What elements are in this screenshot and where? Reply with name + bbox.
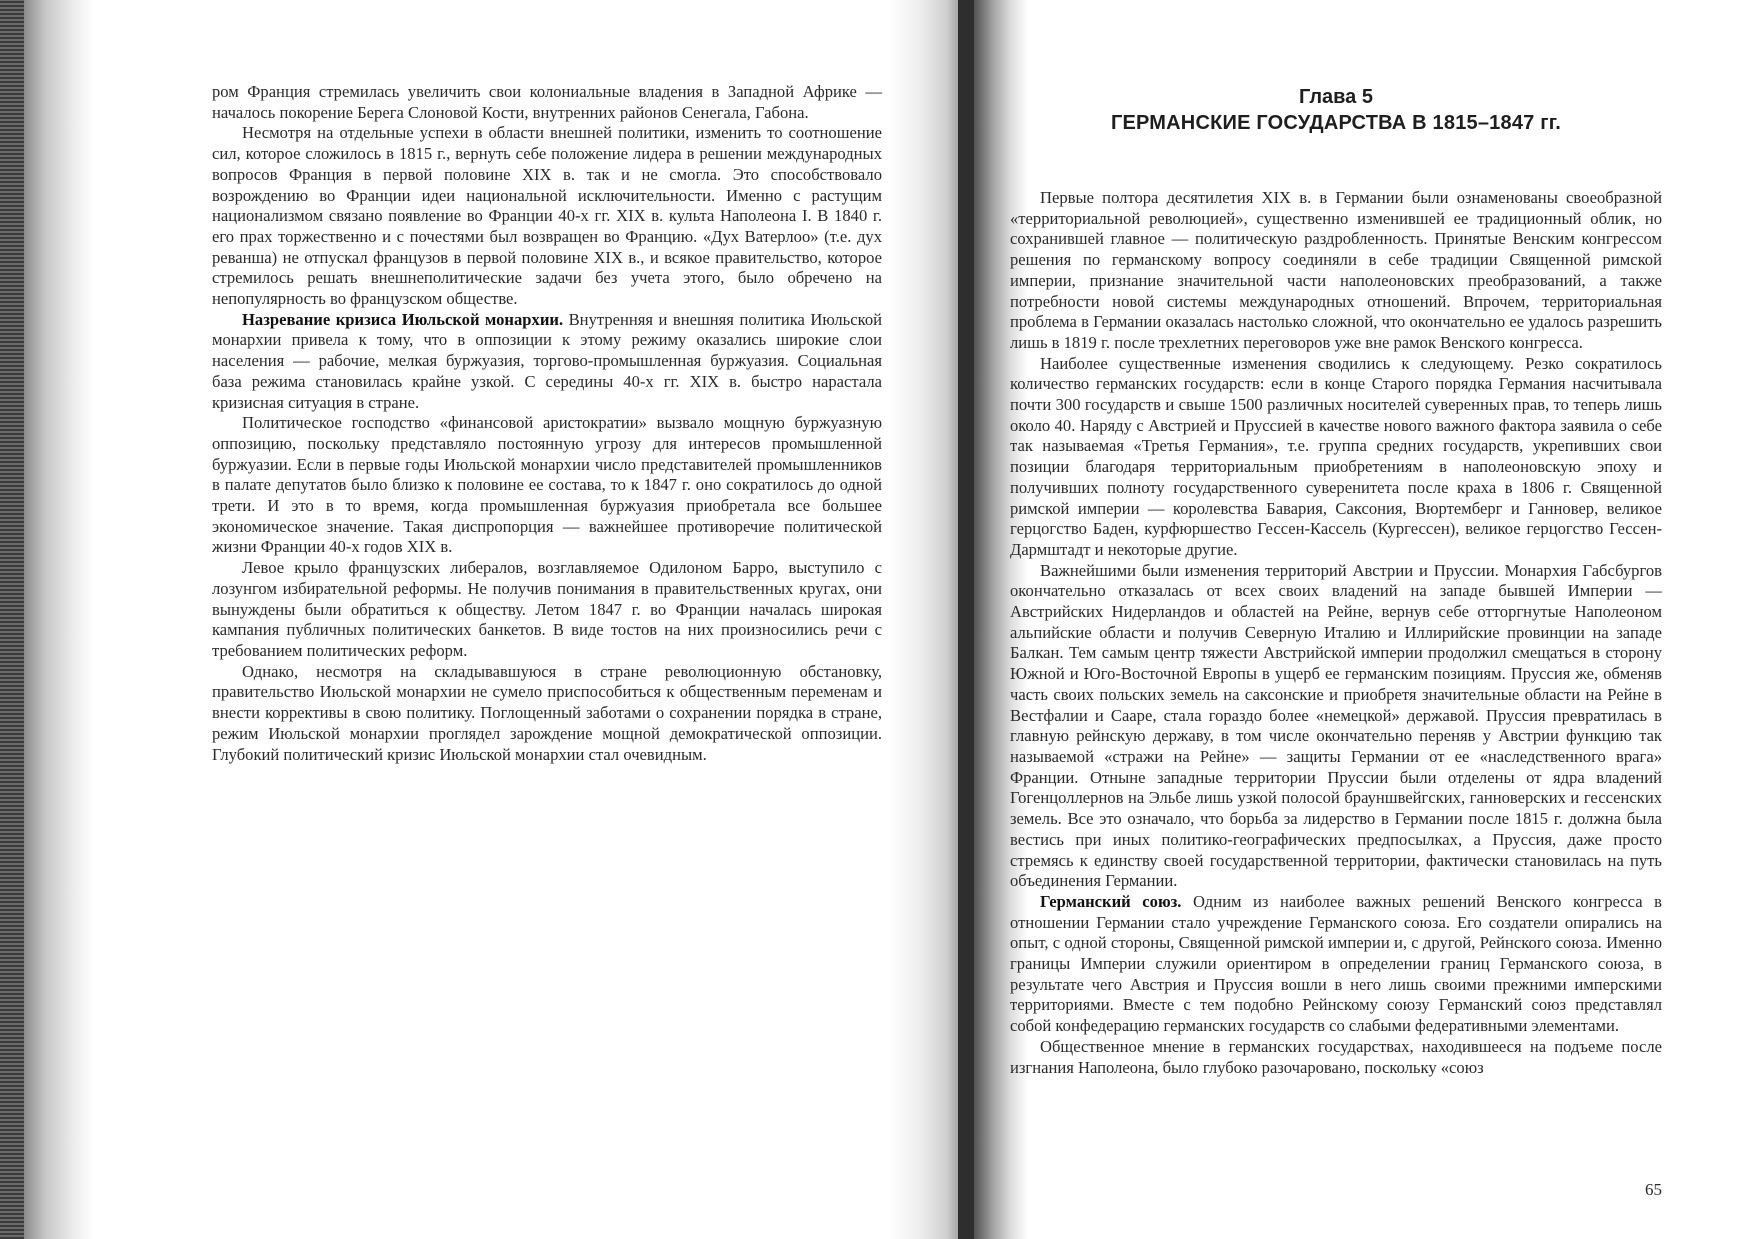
section-heading: Германский союз. bbox=[1040, 891, 1182, 911]
section-heading: Назревание кризиса Июльской монархии. bbox=[242, 309, 564, 329]
paragraph bbox=[212, 310, 882, 414]
paragraph: Первые полтора десятилетия XIX в. в Германии были ознаменованы своеобразной «территориальной революцией», существенно изменившей ее традиционный облик, но сохранившей главное — политическую раздробленность. Принятые Венским конгрессом решения по германскому вопросу соединяли в себе традиции Священной римской империи, признание значительной части наполеоновских преобразований, а также потребности новой системы международных отношений. Впрочем, территориальная проблема в Германии оказалась настолько сложной, что окончательно ее удалось разрешить лишь в 1819 г. после трехлетних переговоров уже вне рамок Венского конгресса. bbox=[1010, 188, 1662, 352]
page-shadow-left bbox=[24, 0, 94, 1239]
book-edge-left bbox=[0, 0, 24, 1239]
paragraph: Общественное мнение в германских государствах, находившееся на подъеме после изгнания Наполеона, было глубоко разочаровано, поскольку «союз bbox=[1010, 1036, 1662, 1077]
book-spine-shadow bbox=[958, 0, 974, 1239]
paragraph: ром Франция стремилась увеличить свои колониальные владения в Западной Африке — началось покорение Берега Слоновой Кости, внутренних районов Сенегала, Габона. bbox=[212, 82, 882, 122]
left-page-text bbox=[212, 82, 882, 765]
chapter-number: Глава 5 bbox=[1298, 86, 1373, 108]
page-number: 65 bbox=[1645, 1180, 1662, 1199]
paragraph: Важнейшими были изменения территорий Австрии и Пруссии. Монархия Габсбургов окончательно отказалась от всех своих владений на западе бывшей Империи — Австрийских Нидерландов и областей на Рейне, вернув себе отторгнутые Наполеоном альпийские области и получив Северную Италию и Иллирийские провинции на западе Балкан. Тем самым центр тяжести Австрийской империи продолжил смещаться в сторону Южной и Юго-Восточной Европы в ущерб ее германским позициям. Пруссия же, обменяв часть своих польских земель на саксонские и приобретя значительные области на Рейне в Вестфалии и Сааре, стала гораздо более «немецкой» державой. Пруссия превратилась в главную рейнскую державу, в том числе окончательно переняв у Австрии функцию так называемой «стражи на Рейне» — защиты Германии от ее «наследственного врага» Франции. Отныне западные территории Пруссии были отделены от ядра владений Гогенцоллернов на Эльбе лишь узкой полосой брауншвейгских, ганноверских и гессенских земель. Все это означало, что борьба за лидерство в Германии после 1815 г. должна была вестись при иных политико-географических предпосылках, а Пруссия, даже просто стремясь к единству своей государственной территории, фактически становилась на путь объединения Германии. bbox=[1010, 560, 1662, 891]
paragraph: Однако, несмотря на складывавшуюся в стране революционную обстановку, правительство Июльской монархии не сумело приспособиться к общественным переменам и внести коррективы в свою политику. Поглощенный заботами о сохранении порядка в стране, режим Июльской монархии проглядел зарождение мощной демократической оппозиции. Глубокий политический кризис Июльской монархии стал очевидным. bbox=[212, 661, 882, 764]
paragraph: Политическое господство «финансовой аристократии» вызвало мощную буржуазную оппозицию, поскольку представляло постоянную угрозу для интересов промышленной буржуазии. Если в первые годы Июльской монархии число представителей промышленников в палате депутатов было близко к половине ее состава, то к 1847 г. оно сократилось до одной трети. И это в то время, когда промышленная буржуазия приобретала все большее экономическое значение. Такая диспропорция — важнейшее противоречие политической жизни Франции 40-х годов XIX в. bbox=[212, 413, 882, 557]
chapter-title: ГЕРМАНСКИЕ ГОСУДАРСТВА В 1815–1847 гг. bbox=[1110, 112, 1562, 134]
paragraph-text: Внутренняя и внешняя политика Июльской монархии привела к тому, что в оппозиции к этому режиму оказались широкие слои населения — рабочие, мелкая буржуазия, торгово-промышленная буржуазия. Социальная база режима становилась крайне узкой. С середины 40-х гг. XIX в. быстро нарастала кризисная ситуация в стране. bbox=[212, 309, 882, 412]
right-page-text bbox=[1010, 188, 1662, 1078]
paragraph: Левое крыло французских либералов, возглавляемое Одилоном Барро, выступило с лозунгом избирательной реформы. Не получив понимания в правительственных кругах, они вынуждены были обратиться к обществу. Летом 1847 г. во Франции началась широкая кампания публичных политических банкетов. В виде тостов на них произносились речи с требованием политических реформ. bbox=[212, 558, 882, 660]
chapter-heading bbox=[1010, 84, 1662, 136]
paragraph bbox=[1010, 892, 1662, 1037]
paragraph: Наиболее существенные изменения сводились к следующему. Резко сократилось количество германских государств: если в конце Старого порядка Германия насчитывала почти 300 государств и свыше 1500 различных носителей суверенных прав, то теперь лишь около 40. Наряду с Австрией и Пруссией в качестве нового важного фактора заявила о себе так называемая «Третья Германия», т.е. группа средних государств, укрепивших свои позиции благодаря территориальным приобретениям в наполеоновскую эпоху и получивших полноту государственного суверенитета после краха в 1806 г. Священной римской империи — королевства Бавария, Саксония, Вюртемберг и Ганновер, великое герцогство Баден, курфюршество Гессен-Кассель (Кургессен), великое герцогство Гессен-Дармштадт и некоторые другие. bbox=[1010, 353, 1662, 559]
paragraph: Несмотря на отдельные успехи в области внешней политики, изменить то соотношение сил, которое сложилось в 1815 г., вернуть себе положение лидера в решении международных вопросов Франция в первой половине XIX в. так и не смогла. Это способствовало возрождению во Франции идеи национальной исключительности. Именно с растущим национализмом связано появление во Франции 40-х гг. XIX в. культа Наполеона I. В 1840 г. его прах торжественно и с почестями был возвращен во Францию. «Дух Ватерлоо» (т.е. дух реванша) не отпускал французов в первой половине XIX в., и всякое правительство, которое стремилось решать внешнеполитические задачи без учета этого, было обречено на непопулярность во французском обществе. bbox=[212, 123, 882, 309]
paragraph-text: Одним из наиболее важных решений Венского конгресса в отношении Германии стало учреждение Германского союза. Его создатели опирались на опыт, с одной стороны, Священной римской империи и, с другой, Рейнского союза. Именно границы Империи служили ориентиром в определении границ Германского союза, в результате чего Австрия и Пруссия вошли в него лишь своими прежними имперскими территориями. Вместе с тем подобно Рейнскому союзу Германский союз представлял собой конфедерацию германских государств со слабыми федеративными элементами. bbox=[1010, 891, 1662, 1036]
